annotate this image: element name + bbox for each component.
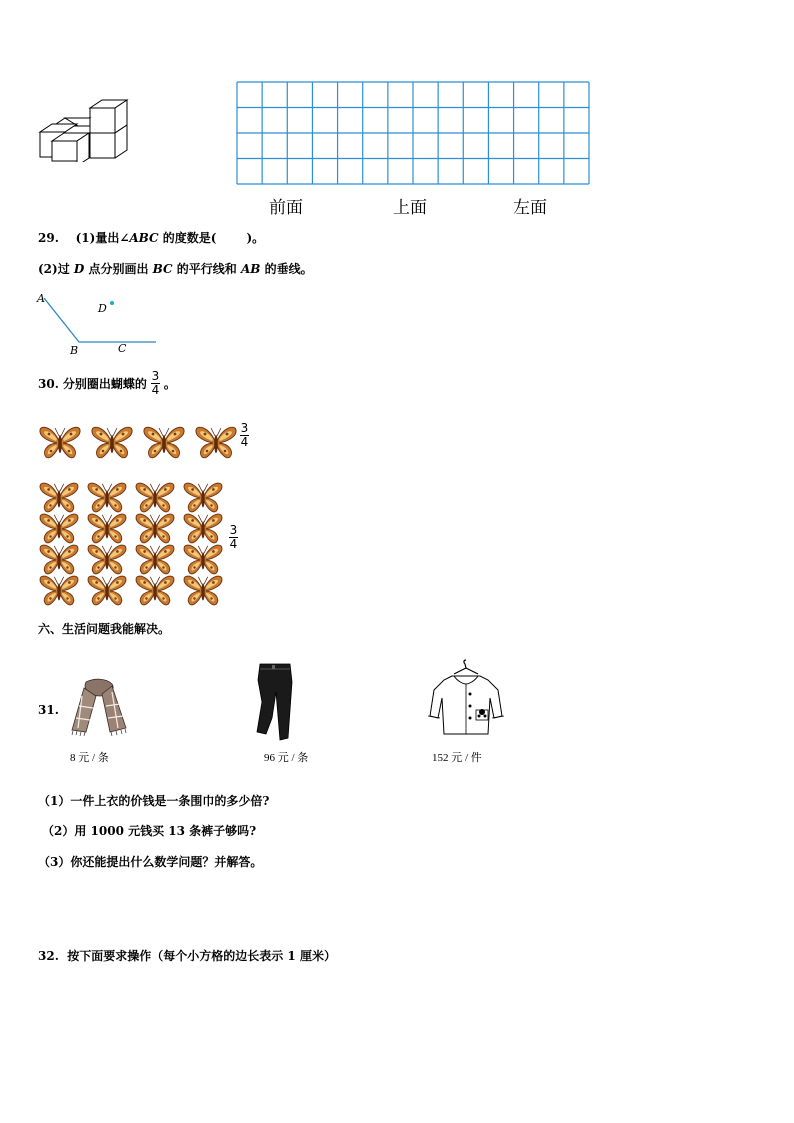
label-a: A xyxy=(37,292,45,305)
section-6-title: 六、生活问题我能解决。 xyxy=(38,622,171,636)
point-d xyxy=(110,301,114,305)
q30-stem: 30. 分别圈出蝴蝶的 $\frac{3}{4}$ 。 xyxy=(38,369,176,397)
butterfly-icon xyxy=(90,424,134,460)
butterfly-icon xyxy=(38,573,80,607)
butterfly-icon xyxy=(38,542,80,576)
butterfly-icon xyxy=(134,573,176,607)
group1-fraction: $\frac{3}{4}$ xyxy=(240,421,249,449)
butterfly-icon xyxy=(134,542,176,576)
q31-question-3: （3）你还能提出什么数学问题？并解答。 xyxy=(38,855,263,869)
grid-label-front: 前面 xyxy=(269,198,303,218)
coat-icon xyxy=(424,658,508,740)
coat-price: 152 元 / 件 xyxy=(432,752,482,764)
q31-question-1: （1）一件上衣的价钱是一条围巾的多少倍? xyxy=(38,794,270,808)
q31-question-2: （2）用 1000 元钱买 13 条裤子够吗? xyxy=(42,824,257,838)
grid-label-top: 上面 xyxy=(393,198,427,218)
group2-fraction: $\frac{3}{4}$ xyxy=(229,523,238,551)
q29-number: 29. xyxy=(38,231,59,245)
butterfly-icon xyxy=(142,424,186,460)
pants-icon xyxy=(254,662,298,742)
q30-number: 30. xyxy=(38,376,59,391)
view-drawing-grid[interactable] xyxy=(236,81,590,185)
butterfly-icon xyxy=(182,573,224,607)
butterfly-icon xyxy=(86,542,128,576)
butterfly-group-1[interactable] xyxy=(38,424,238,462)
grid-label-left: 左面 xyxy=(513,198,547,218)
butterfly-icon xyxy=(86,573,128,607)
butterfly-icon xyxy=(182,542,224,576)
pants-price: 96 元 / 条 xyxy=(264,752,309,764)
butterfly-icon xyxy=(194,424,238,460)
butterfly-icon xyxy=(38,424,82,460)
butterfly-icon xyxy=(182,480,224,514)
butterfly-icon xyxy=(86,511,128,545)
butterfly-icon xyxy=(134,480,176,514)
butterfly-icon xyxy=(86,480,128,514)
label-b: B xyxy=(70,344,79,357)
butterfly-icon xyxy=(38,480,80,514)
butterfly-icon xyxy=(38,511,80,545)
q32-number: 32. xyxy=(38,949,59,963)
butterfly-icon xyxy=(182,511,224,545)
q29-part1: 29. (1)量出∠ABC 的度数是( )。 xyxy=(38,231,265,245)
scarf-icon xyxy=(66,676,132,736)
q32-stem: 32. 按下面要求操作（每个小方格的边长表示 1 厘米） xyxy=(38,949,336,963)
angle-abc-figure[interactable] xyxy=(34,290,164,360)
butterfly-group-2[interactable] xyxy=(38,480,228,610)
label-c: C xyxy=(118,342,127,355)
q30-fraction: $\frac{3}{4}$ xyxy=(151,369,160,397)
cube-stack-figure xyxy=(38,96,130,162)
scarf-price: 8 元 / 条 xyxy=(70,752,109,764)
butterfly-icon xyxy=(134,511,176,545)
q31-number: 31. xyxy=(38,703,59,717)
q29-part2: (2)过 D 点分别画出 BC 的平行线和 AB 的垂线。 xyxy=(38,262,313,276)
label-d: D xyxy=(98,302,107,315)
